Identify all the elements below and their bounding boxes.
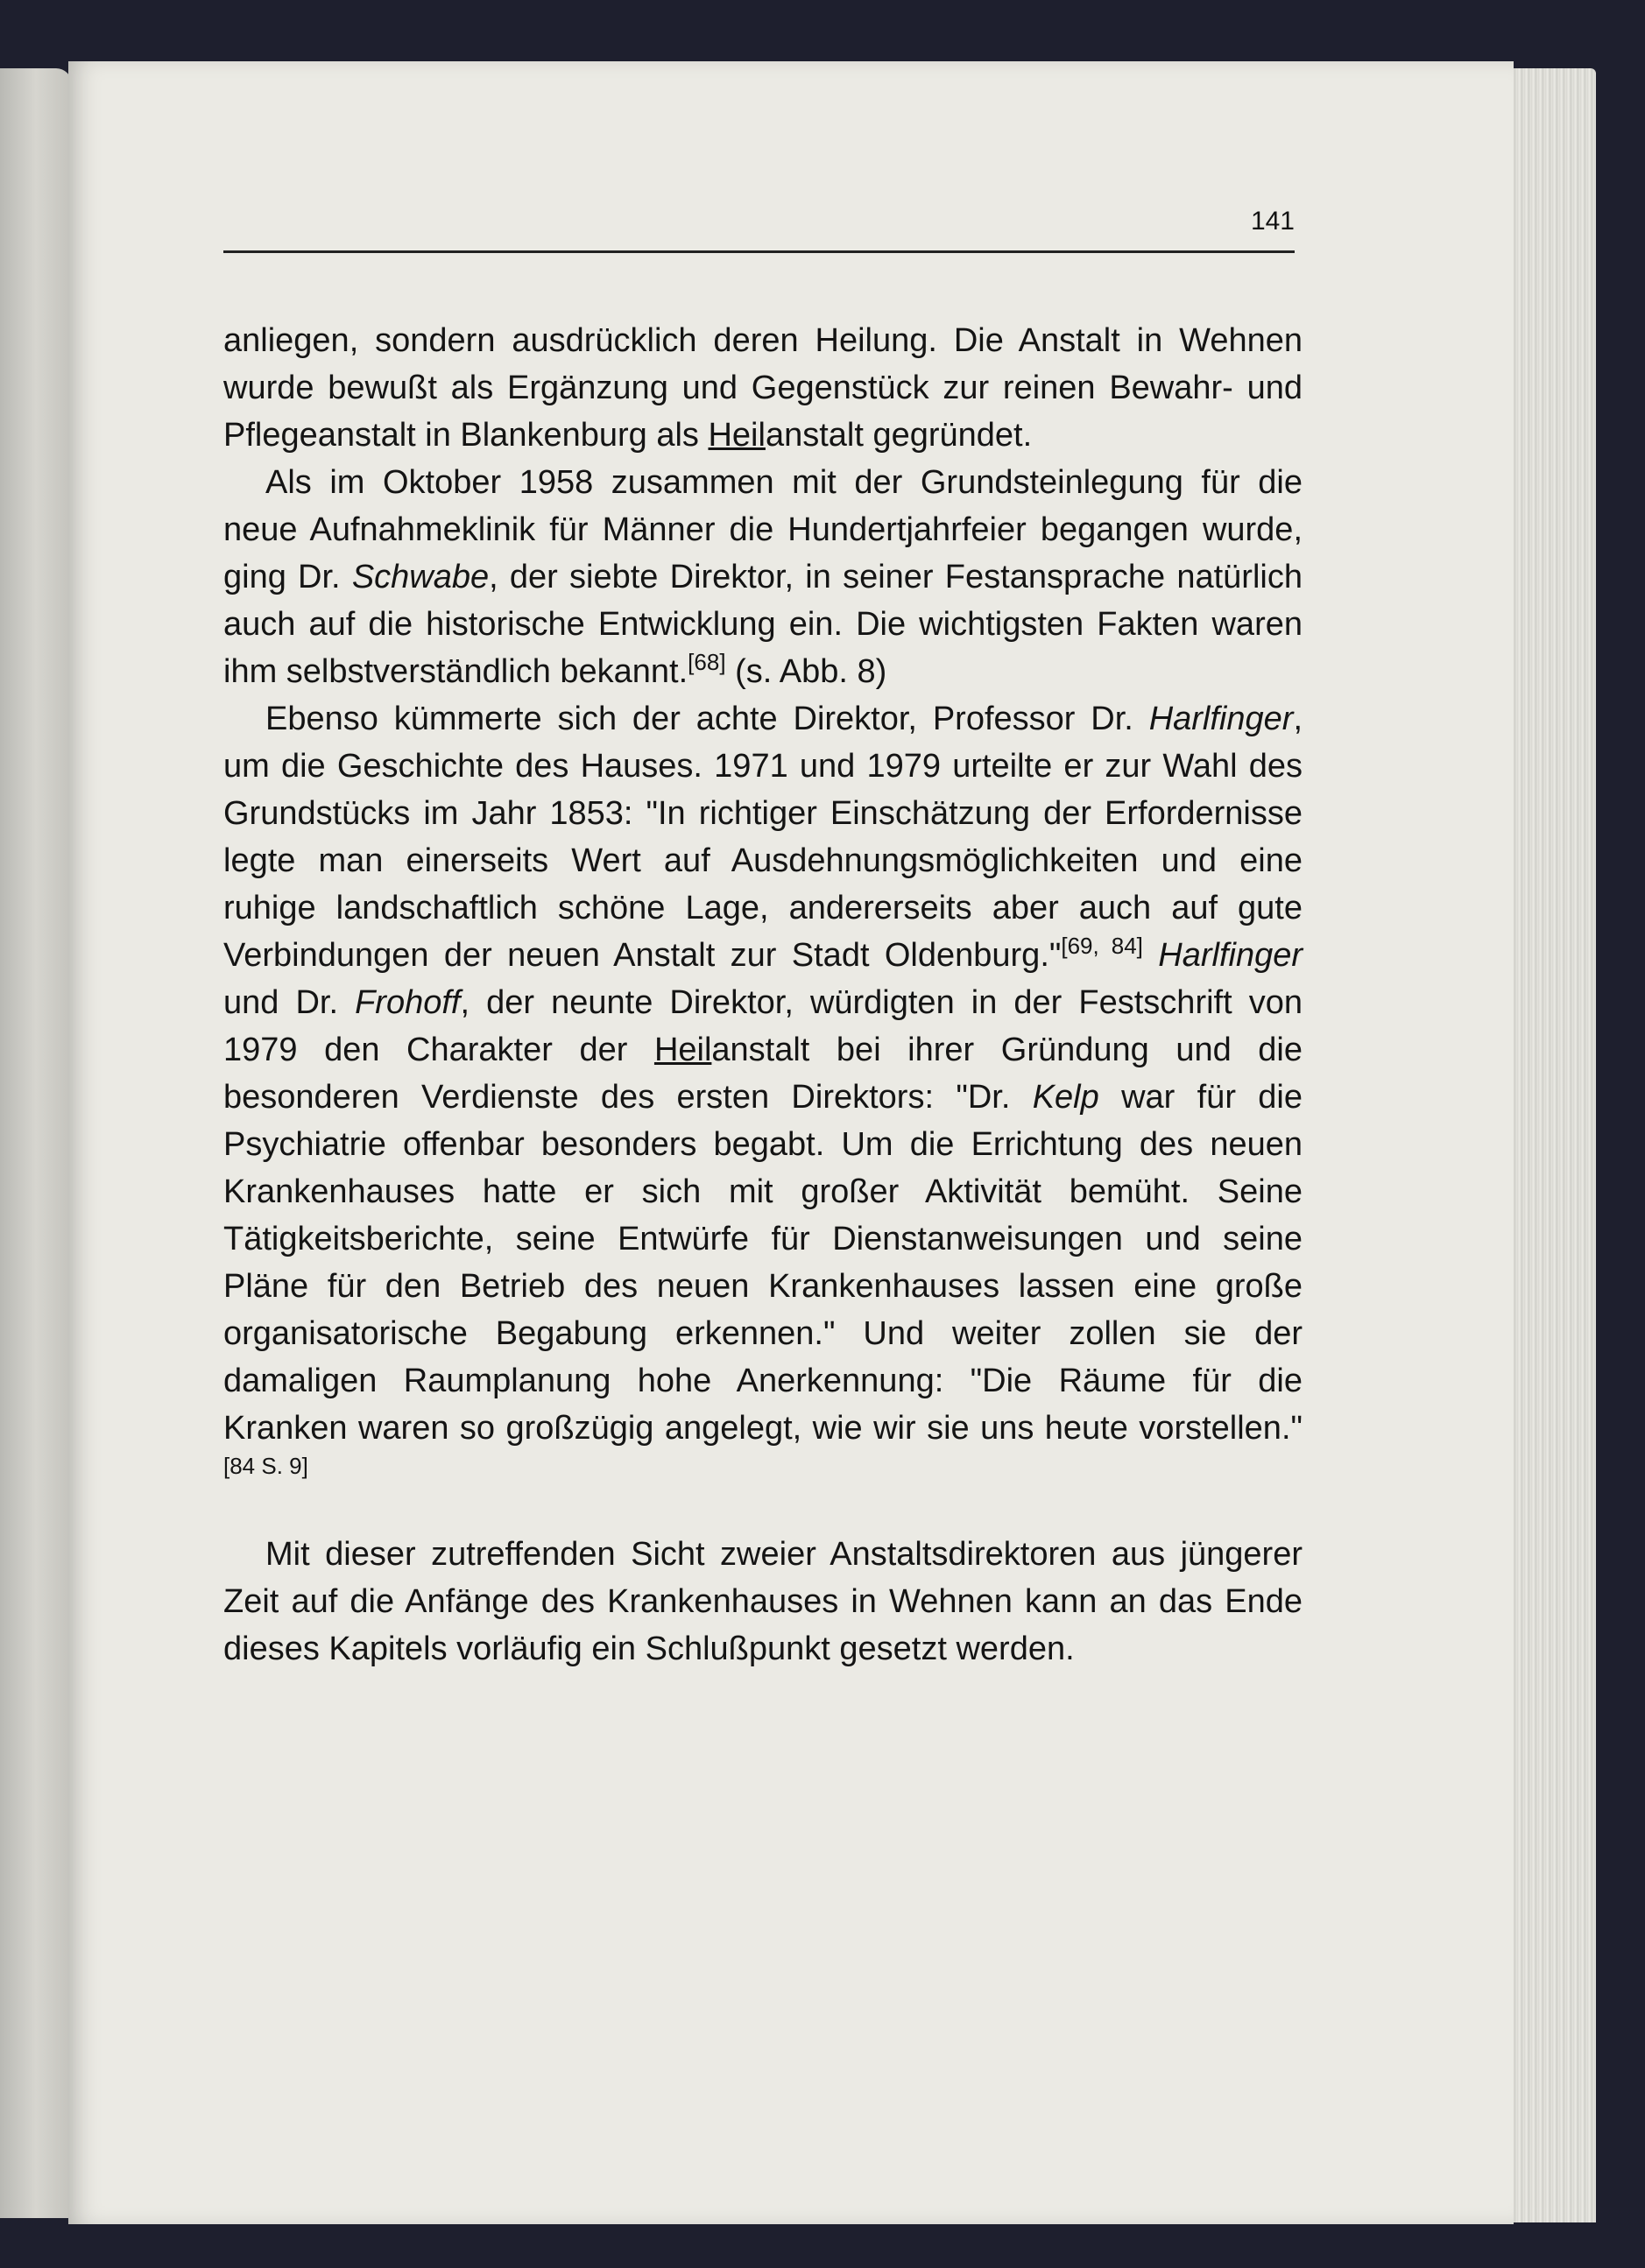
footnote-ref: [84 S. 9] [223,1453,308,1479]
paragraph-2: Als im Oktober 1958 zusammen mit der Grundsteinlegung für die neue Aufnahmeklinik für Männer die Hundertjahrfeier begangen wurde, ging Dr. Schwabe, der siebte Direktor, in seiner Festansprache natürlich auch auf die historische Entwicklung ein. Die wichtigsten Fakten waren ihm selbstverständlich bekannt.[68] (s. Abb. 8) [223,464,1303,690]
paragraph-4: Mit dieser zutreffenden Sicht zweier Anstaltsdirektoren aus jüngerer Zeit auf die Anfänge des Krankenhauses in Wehnen kann an das Ende dieses Kapitels vorläufig ein Schlußpunkt gesetzt werden. [223,1536,1303,1667]
footnote-ref: [68] [688,649,726,675]
closing-text [223,1531,1303,1673]
paragraph-3: Ebenso kümmerte sich der achte Direktor, Professor Dr. Harlfinger, um die Geschichte des Hauses. 1971 und 1979 urteilte er zur Wahl des Grundstücks im Jahr 1853: "In richtiger Einschätzung der Erfordernisse legte man einerseits Wert auf Ausdehnungsmöglichkeiten und eine ruhige landschaftlich schöne Lage, andererseits aber auch auf gute Verbindungen der neuen Anstalt zur Stadt Oldenburg."[69, 84] Harlfinger und Dr. Frohoff, der neunte Direktor, würdigten in der Festschrift von 1979 den Charakter der Heilanstalt bei ihrer Gründung und die besonderen Verdienste des ersten Direktors: "Dr. Kelp war für die Psychiatrie offenbar besonders begabt. Um die Errichtung des neuen Krankenhauses hatte er sich mit großer Aktivität bemüht. Seine Tätigkeitsberichte, seine Entwürfe für Dienstanweisungen und seine Pläne für den Betrieb des neuen Krankenhauses lassen eine große organisatorische Begabung erkennen." Und weiter zollen sie der damaligen Raumplanung hohe Anerkennung: "Die Räume für die Kranken waren so großzügig angelegt, wie wir sie uns heute vorstellen."[84 S. 9] [223,701,1303,1479]
header-rule [223,250,1295,253]
page-number: 141 [1250,207,1295,236]
footnote-ref: [69, 84] [1061,933,1143,959]
main-text [223,317,1303,1499]
paragraph-1: anliegen, sondern ausdrücklich deren Heilung. Die Anstalt in Wehnen wurde bewußt als Ergänzung und Gegenstück zur reinen Bewahr- und Pflegeanstalt in Blankenburg als Heilanstalt gegründet. [223,322,1303,454]
facing-page-edge [0,68,72,2218]
